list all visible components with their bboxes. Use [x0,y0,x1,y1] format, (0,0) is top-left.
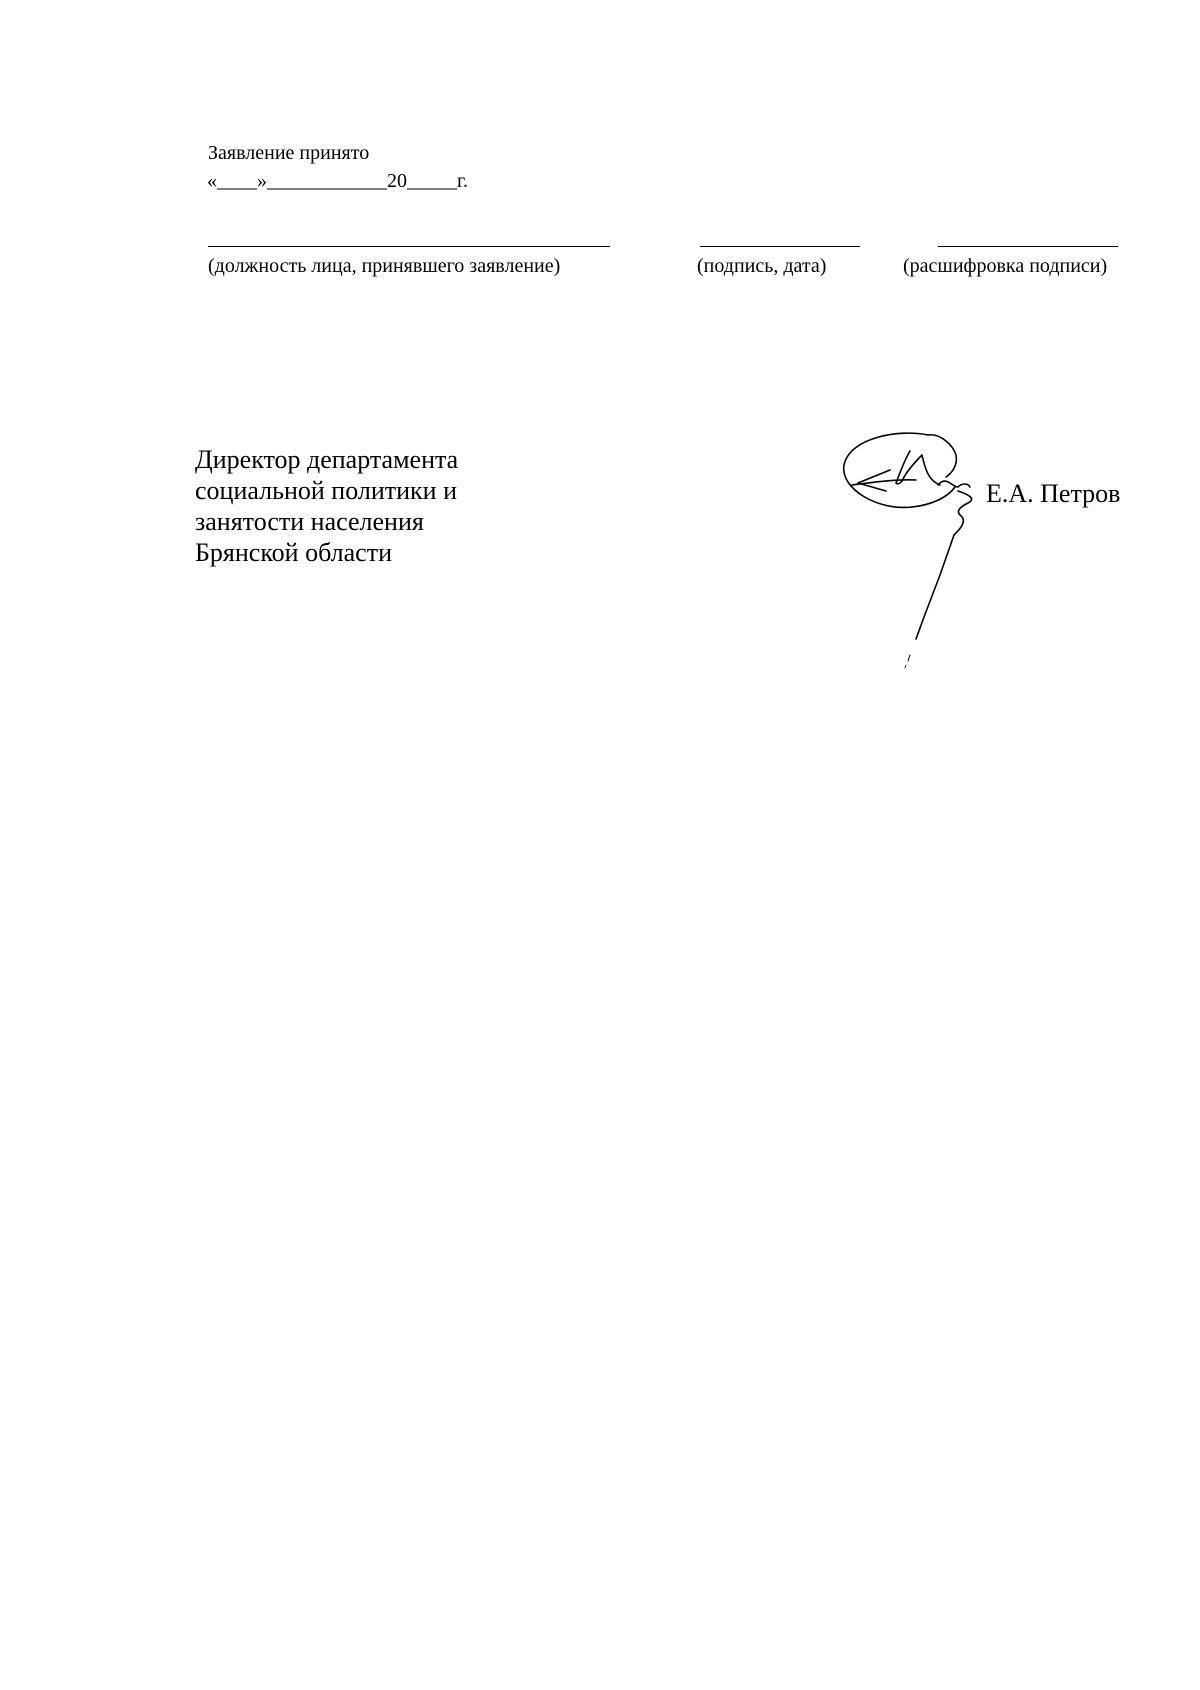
decode-blank-line [938,246,1118,247]
received-date-line: «____»____________20_____г. [207,170,468,192]
position-blank-line [208,246,610,247]
signatory-title-line: социальной политики и [195,476,457,505]
signatory-title [195,444,458,568]
signatory-title-line: Директор департамента [195,445,459,474]
signature-date-caption: (подпись, дата) [697,255,827,277]
position-caption: (должность лица, принявшего заявление) [208,255,561,277]
signature-blank-line [700,246,860,247]
handwritten-signature [830,425,1000,670]
signature-decode-caption: (расшифровка подписи) [903,255,1108,277]
signatory-title-line: Брянской области [195,538,392,567]
signatory-name: Е.А. Петров [986,479,1121,508]
signatory-title-line: занятости населения [195,507,424,536]
application-received-label: Заявление принято [208,142,370,164]
